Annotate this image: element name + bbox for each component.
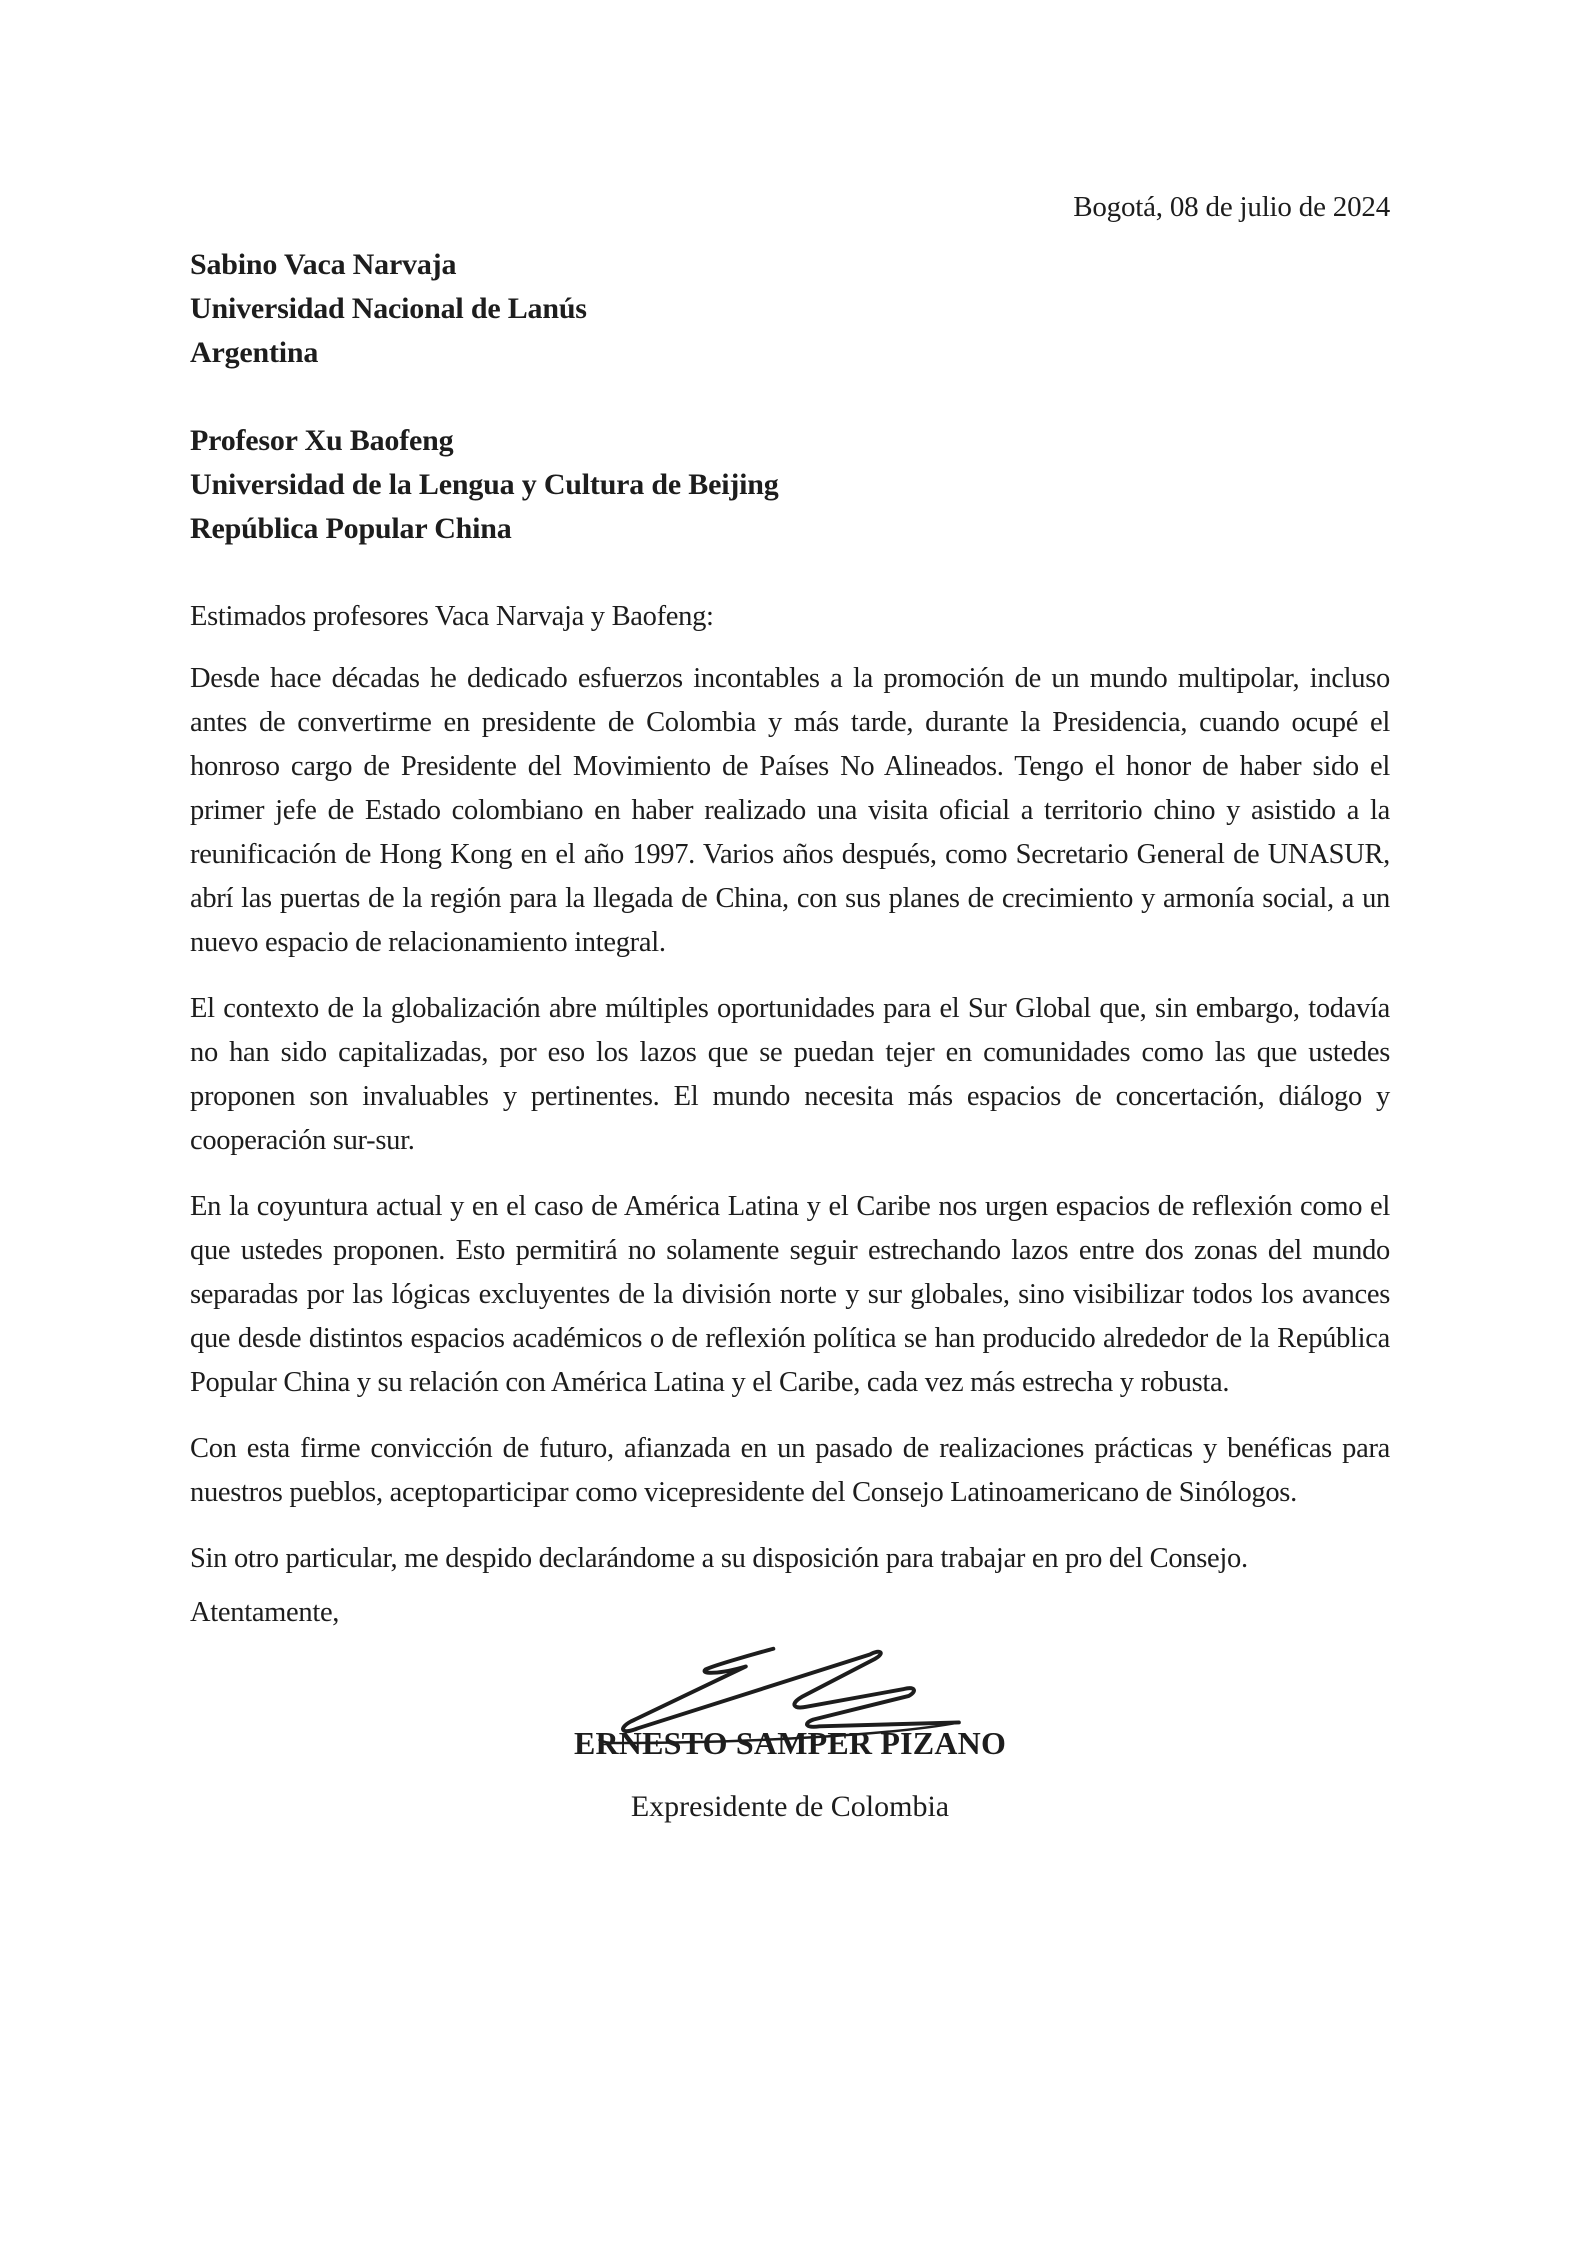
recipient-primary-institution: Universidad Nacional de Lanús: [190, 292, 587, 325]
letter-date: Bogotá, 08 de julio de 2024: [1073, 191, 1390, 223]
closing-valediction: Atentamente,: [190, 1597, 340, 1628]
paragraph-globalization-context: El contexto de la globalización abre múltiples oportunidades para el Sur Global que, sin embargo, todavía no han sido capitalizadas, por eso los lazos que se puedan tejer en comunidades como las que ustedes proponen son invaluables y pertinentes. El mundo necesita más espacios de concertación, diálogo y cooperación sur-sur.: [190, 993, 1390, 1156]
paragraph-acceptance: Con esta firme convicción de futuro, afianzada en un pasado de realizaciones prácticas y benéficas para nuestros pueblos, aceptoparticipar como vicepresidente del Consejo Latinoamericano de Sinólogos.: [190, 1433, 1390, 1508]
paragraph-multipolar-efforts: Desde hace décadas he dedicado esfuerzos incontables a la promoción de un mundo multipolar, incluso antes de convertirme en presidente de Colombia y más tarde, durante la Presidencia, cuando ocupé el honroso cargo de Presidente del Movimiento de Países No Alineados. Tengo el honor de haber sido el primer jefe de Estado colombiano en haber realizado una visita oficial a territorio chino y asistido a la reunificación de Hong Kong en el año 1997. Varios años después, como Secretario General de UNASUR, abrí las puertas de la región para la llegada de China, con sus planes de crecimiento y armonía social, a un nuevo espacio de relacionamiento integral.: [190, 663, 1390, 958]
recipient-secondary-name: Profesor Xu Baofeng: [190, 424, 454, 457]
paragraph-farewell: Sin otro particular, me despido declarándome a su disposición para trabajar en pro del Consejo.: [190, 1543, 1248, 1574]
recipient-primary-country: Argentina: [190, 336, 319, 369]
paragraph-current-situation: En la coyuntura actual y en el caso de América Latina y el Caribe nos urgen espacios de reflexión como el que ustedes proponen. Esto permitirá no solamente seguir estrechando lazos entre dos zonas del mundo separadas por las lógicas excluyentes de la división norte y sur globales, sino visibilizar todos los avances que desde distintos espacios académicos o de reflexión política se han producido alrededor de la República Popular China y su relación con América Latina y el Caribe, cada vez más estrecha y robusta.: [190, 1191, 1390, 1398]
recipient-block-primary: [190, 243, 1390, 375]
recipient-secondary-institution: Universidad de la Lengua y Cultura de Beijing: [190, 468, 779, 501]
signatory-title: Expresidente de Colombia: [630, 1790, 950, 1823]
signatory-name: ERNESTO SAMPER PIZANO: [573, 1725, 1007, 1761]
recipient-secondary-country: República Popular China: [190, 512, 512, 545]
salutation: Estimados profesores Vaca Narvaja y Baofeng:: [190, 601, 714, 632]
signature-block: [190, 1637, 1390, 1827]
recipient-block-secondary: [190, 419, 1390, 551]
recipient-primary-name: Sabino Vaca Narvaja: [190, 248, 457, 281]
